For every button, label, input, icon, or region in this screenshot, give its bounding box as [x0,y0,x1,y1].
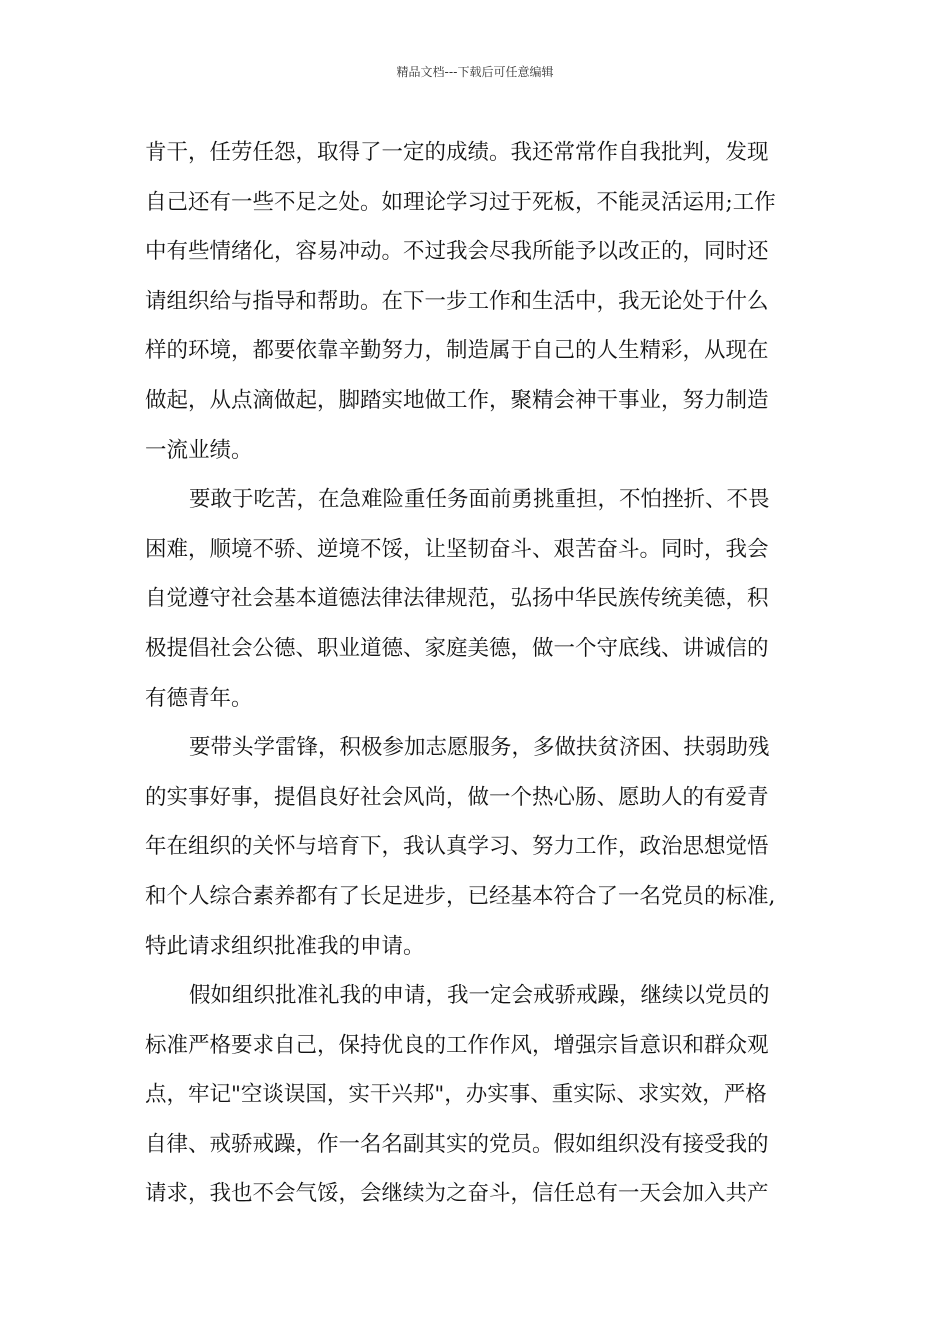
text-line: 中有些情绪化，容易冲动。不过我会尽我所能予以改正的，同时还 [145,239,769,265]
text-line: 点，牢记"空谈误国，实干兴邦"，办实事、重实际、求实效，严格 [145,1082,767,1108]
text-line: 和个人综合素养都有了长足进步，已经基本符合了一名党员的标准, [145,883,776,909]
text-line: 肯干，任劳任怨，取得了一定的成绩。我还常常作自我批判，发现 [145,140,769,165]
text-line: 标准严格要求自己，保持优良的工作作风，增强宗旨意识和群众观 [145,1032,769,1058]
text-line: 样的环境，都要依靠辛勤努力，制造属于自己的人生精彩，从现在 [145,338,769,364]
text-line: 自律、戒骄戒躁，作一名名副其实的党员。假如组织没有接受我的 [145,1131,769,1157]
text-line: 做起，从点滴做起，脚踏实地做工作，聚精会神干事业，努力制造 [145,387,769,413]
text-line: 请求，我也不会气馁，会继续为之奋斗，信任总有一天会加入共产 [145,1181,769,1207]
document-body [145,128,825,1219]
paragraph-first-line: 要带头学雷锋，积极参加志愿服务，多做扶贫济困、扶弱助残 [189,735,770,761]
paragraph-first-line: 假如组织批准礼我的申请，我一定会戒骄戒躁，继续以党员的 [189,983,770,1009]
text-line: 有德青年。 [145,685,253,711]
text-line: 的实事好事，提倡良好社会风尚，做一个热心肠、愿助人的有爱青 [145,784,769,810]
text-line: 特此请求组织批准我的申请。 [145,933,425,959]
text-line: 困难，顺境不骄、逆境不馁，让坚韧奋斗、艰苦奋斗。同时，我会 [145,536,769,562]
text-line: 自己还有一些不足之处。如理论学习过于死板，不能灵活运用;工作 [145,189,776,215]
page-header: 精品文档---下载后可任意编辑 [396,65,554,79]
paragraph-first-line: 要敢于吃苦，在急难险重任务面前勇挑重担，不怕挫折、不畏 [189,487,770,513]
text-line: 自觉遵守社会基本道德法律法律规范，弘扬中华民族传统美德，积 [145,586,769,612]
text-line: 极提倡社会公德、职业道德、家庭美德，做一个守底线、讲诚信的 [145,635,769,661]
text-line: 一流业绩。 [145,437,253,463]
text-line: 请组织给与指导和帮助。在下一步工作和生活中，我无论处于什么 [145,288,769,314]
text-line: 年在组织的关怀与培育下，我认真学习、努力工作，政治思想觉悟 [145,834,769,860]
